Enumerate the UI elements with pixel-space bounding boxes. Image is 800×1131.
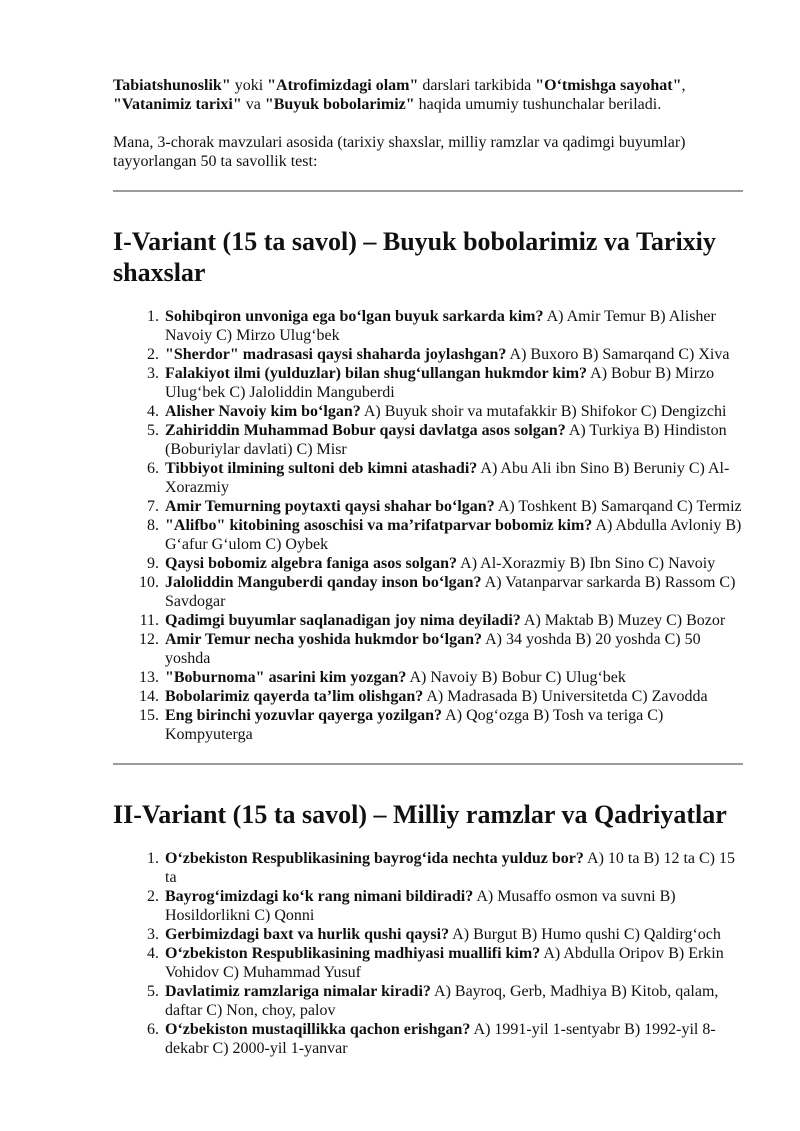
question-text: O‘zbekiston Respublikasining bayrog‘ida nechta yulduz bor? (165, 850, 584, 867)
intro-text-1: yoki (230, 77, 268, 94)
intro-text-3: , (681, 77, 686, 94)
question-text: "Boburnoma" asarini kim yozgan? (165, 669, 407, 686)
answer-options: A) Bayroq, Gerb, Madhiya B) Kitob, qalam, daftar C) Non, choy, palov (165, 983, 719, 1019)
intro-bold-term-2: "Atrofimizdagi olam" (267, 77, 419, 94)
answer-options: A) Burgut B) Humo qushi C) Qaldirg‘och (449, 926, 721, 943)
question-item (163, 982, 743, 1020)
question-text: Bayrog‘imizdagi ko‘k rang nimani bildiradi? (165, 888, 474, 905)
answer-options: A) Amir Temur B) Alisher Navoiy C) Mirzo Ulug‘bek (165, 308, 716, 344)
answer-options: A) Toshkent B) Samarqand C) Termiz (494, 498, 742, 515)
question-item (163, 345, 743, 364)
intro-text-5: haqida umumiy tushunchalar beriladi. (414, 96, 662, 113)
intro-bold-term-1: Tabiatshunoslik" (113, 77, 231, 94)
question-text: O‘zbekiston Respublikasining madhiyasi muallifi kim? (165, 945, 541, 962)
question-list-variant-2 (113, 849, 743, 1058)
section-divider (113, 190, 743, 192)
question-item (163, 630, 743, 668)
answer-options: A) Buxoro B) Samarqand C) Xiva (506, 346, 730, 363)
section-title-variant-1: I-Variant (15 ta savol) – Buyuk bobolarimiz va Tarixiy shaxslar (113, 227, 716, 287)
answer-options: A) 1991-yil 1-sentyabr B) 1992-yil 8-dekabr C) 2000-yil 1-yanvar (165, 1021, 716, 1057)
answer-options: A) Madrasada B) Universitetda C) Zavodda (423, 688, 708, 705)
question-text: Gerbimizdagi baxt va hurlik qushi qaysi? (165, 926, 450, 943)
answer-options: A) 34 yoshda B) 20 yoshda C) 50 yoshda (165, 631, 701, 667)
question-text: O‘zbekiston mustaqillikka qachon erishgan? (165, 1021, 471, 1038)
question-item (163, 1020, 743, 1058)
question-text: Qaysi bobomiz algebra faniga asos solgan? (165, 555, 458, 572)
answer-options: A) Qog‘ozga B) Tosh va teriga C) Kompyuterga (165, 707, 664, 743)
question-text: Jaloliddin Manguberdi qanday inson bo‘lgan? (165, 574, 482, 591)
answer-options: A) Abdulla Oripov B) Erkin Vohidov C) Muhammad Yusuf (165, 945, 724, 981)
question-item (163, 364, 743, 402)
question-item (163, 706, 743, 744)
question-item (163, 925, 743, 944)
intro-bold-term-5: "Buyuk bobolarimiz" (264, 96, 415, 113)
section-title-variant-2: II-Variant (15 ta savol) – Milliy ramzlar va Qadriyatlar (113, 800, 727, 829)
question-text: Bobolarimiz qayerda ta’lim olishgan? (165, 688, 424, 705)
answer-options: A) Turkiya B) Hindiston (Boburiylar davlati) C) Misr (165, 422, 727, 458)
question-item (163, 421, 743, 459)
answer-options: A) Musaffo osmon va suvni B) Hosildorlikni C) Qonni (165, 888, 676, 924)
intro-bold-term-4: "Vatanimiz tarixi" (113, 96, 242, 113)
question-text: "Sherdor" madrasasi qaysi shaharda joylashgan? (165, 346, 507, 363)
intro-text-4: va (241, 96, 265, 113)
section-divider (113, 763, 743, 765)
question-item (163, 668, 743, 687)
answer-options: A) Navoiy B) Bobur C) Ulug‘bek (406, 669, 626, 686)
question-text: Alisher Navoiy kim bo‘lgan? (165, 403, 361, 420)
question-list-variant-1 (113, 307, 743, 744)
question-text: Falakiyot ilmi (yulduzlar) bilan shug‘ullangan hukmdor kim? (165, 365, 588, 382)
intro-paragraph (113, 76, 743, 114)
question-item (163, 516, 743, 554)
question-item (163, 554, 743, 573)
question-text: Qadimgi buyumlar saqlanadigan joy nima deyiladi? (165, 612, 521, 629)
answer-options: A) 10 ta B) 12 ta C) 15 ta (165, 850, 735, 886)
answer-options: A) Maktab B) Muzey C) Bozor (520, 612, 726, 629)
question-item (163, 402, 743, 421)
intro-bold-term-3: "O‘tmishga sayohat" (535, 77, 682, 94)
question-text: Amir Temur necha yoshida hukmdor bo‘lgan? (165, 631, 482, 648)
answer-options: A) Abu Ali ibn Sino B) Beruniy C) Al-Xorazmiy (165, 460, 730, 496)
answer-options: A) Vatanparvar sarkarda B) Rassom C) Savdogar (165, 574, 736, 610)
question-text: Amir Temurning poytaxti qaysi shahar bo‘lgan? (165, 498, 495, 515)
question-text: Davlatimiz ramzlariga nimalar kiradi? (165, 983, 431, 1000)
question-item (163, 459, 743, 497)
answer-options: A) Buyuk shoir va mutafakkir B) Shifokor C) Dengizchi (360, 403, 727, 420)
question-item (163, 944, 743, 982)
question-item (163, 611, 743, 630)
question-text: Tibbiyot ilmining sultoni deb kimni atashadi? (165, 460, 478, 477)
question-text: Eng birinchi yozuvlar qayerga yozilgan? (165, 707, 443, 724)
question-text: Zahiriddin Muhammad Bobur qaysi davlatga asos solgan? (165, 422, 566, 439)
question-item (163, 849, 743, 887)
answer-options: A) Al-Xorazmiy B) Ibn Sino C) Navoiy (457, 555, 716, 572)
answer-options: A) Bobur B) Mirzo Ulug‘bek C) Jaloliddin Manguberdi (165, 365, 715, 401)
question-text: Sohibqiron unvoniga ega bo‘lgan buyuk sarkarda kim? (165, 308, 544, 325)
question-item (163, 307, 743, 345)
question-item (163, 497, 743, 516)
answer-options: A) Abdulla Avloniy B) G‘afur G‘ulom C) Oybek (165, 517, 742, 553)
question-item (163, 887, 743, 925)
intro-text-2: darslari tarkibida (418, 77, 536, 94)
test-description-paragraph: Mana, 3-chorak mavzulari asosida (tarixiy shaxslar, milliy ramzlar va qadimgi buyumlar) tayyorlangan 50 ta savollik test: (113, 134, 686, 170)
question-text: "Alifbo" kitobining asoschisi va ma’rifatparvar bobomiz kim? (165, 517, 593, 534)
question-item (163, 687, 743, 706)
question-item (163, 573, 743, 611)
